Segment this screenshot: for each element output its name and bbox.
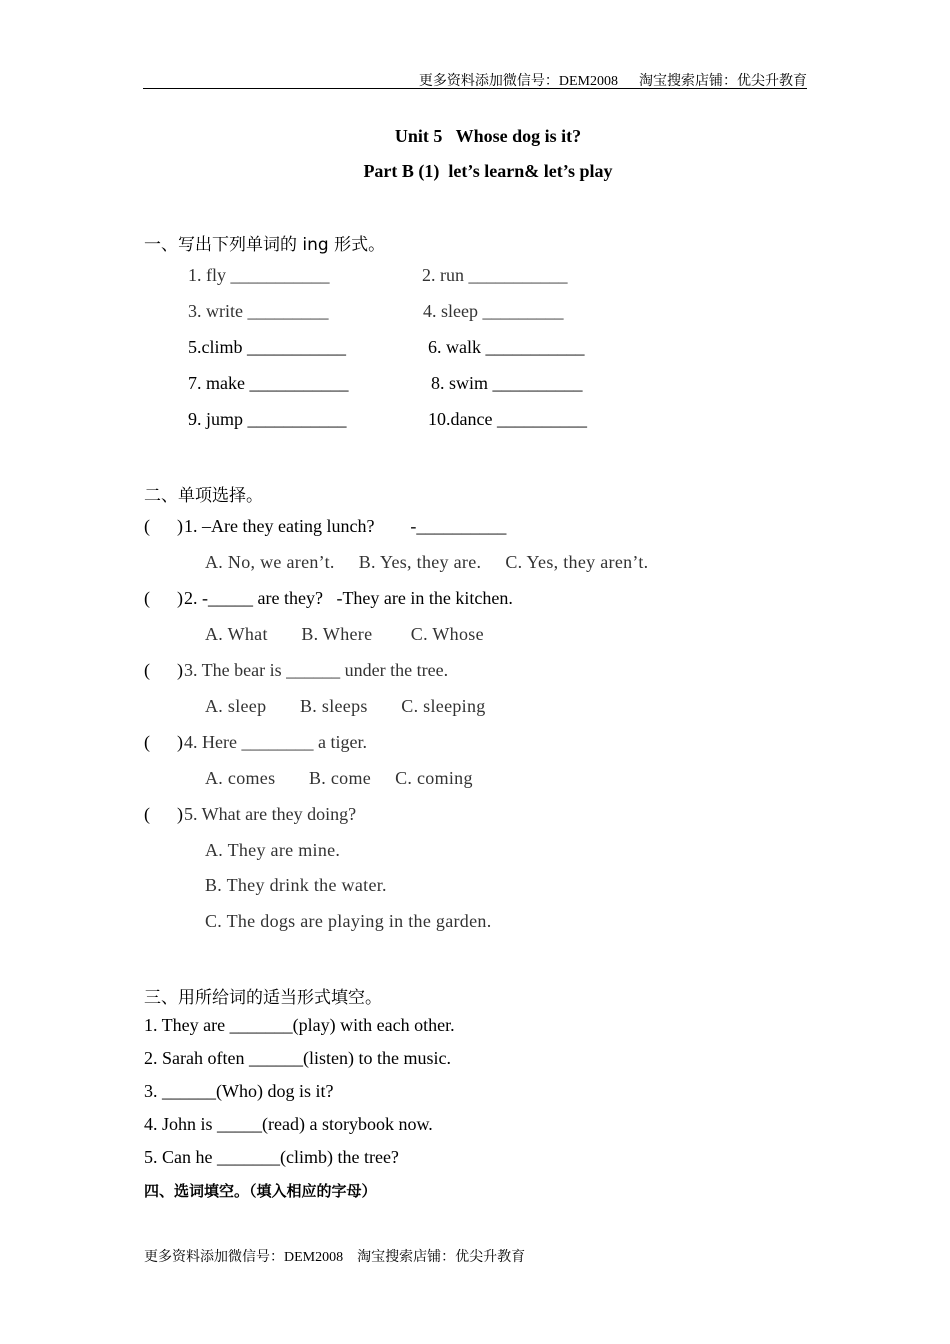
answer-paren-1: ( ) <box>144 516 183 536</box>
question-3-options: A. sleep B. sleeps C. sleeping <box>205 696 486 716</box>
s1-item-4: 4. sleep _________ <box>423 301 564 321</box>
s3-item-1: 1. They are _______(play) with each other. <box>144 1015 455 1035</box>
answer-paren-3: ( ) <box>144 660 183 680</box>
page-header: 更多资料添加微信号：DEM2008 淘宝搜索店铺：优尖升教育 <box>418 74 807 89</box>
question-2-options: A. What B. Where C. Whose <box>205 624 484 644</box>
unit-title: Unit 5 Whose dog is it? <box>394 126 582 146</box>
s1-item-3: 3. write _________ <box>188 301 329 321</box>
question-1-options: A. No, we aren’t. B. Yes, they are. C. Yes, they aren’t. <box>205 552 649 572</box>
question-4-options: A. comes B. come C. coming <box>205 768 473 788</box>
answer-paren-2: ( ) <box>144 588 183 608</box>
question-5-option-b: B. They drink the water. <box>205 875 387 895</box>
question-5-option-c: C. The dogs are playing in the garden. <box>205 911 492 931</box>
s3-item-4: 4. John is _____(read) a storybook now. <box>144 1114 433 1134</box>
question-2: 2. -_____ are they? -They are in the kitchen. <box>184 588 513 608</box>
question-3: 3. The bear is ______ under the tree. <box>184 660 449 680</box>
s3-item-2: 2. Sarah often ______(listen) to the music. <box>144 1048 451 1068</box>
s1-item-8: 8. swim __________ <box>431 373 583 393</box>
s1-item-1: 1. fly ___________ <box>188 265 330 285</box>
question-4: 4. Here ________ a tiger. <box>184 732 367 752</box>
s1-item-10: 10.dance __________ <box>428 409 587 429</box>
s1-item-2: 2. run ___________ <box>422 265 568 285</box>
section2-heading: 二、单项选择。 <box>144 486 263 506</box>
answer-paren-5: ( ) <box>144 804 183 824</box>
page-footer: 更多资料添加微信号：DEM2008 淘宝搜索店铺：优尖升教育 <box>144 1250 526 1265</box>
section4-heading: 四、选词填空。（填入相应的字母） <box>144 1182 377 1200</box>
s1-item-7: 7. make ___________ <box>188 373 349 393</box>
question-5-option-a: A. They are mine. <box>205 840 341 860</box>
section1-heading: 一、写出下列单词的 ing 形式。 <box>144 235 386 255</box>
part-title: Part B (1) let’s learn& let’s play <box>363 161 613 181</box>
section3-heading: 三、用所给词的适当形式填空。 <box>144 988 382 1008</box>
s1-item-5: 5.climb ___________ <box>188 337 346 357</box>
header-rule <box>143 88 807 89</box>
s1-item-6: 6. walk ___________ <box>428 337 585 357</box>
s1-item-9: 9. jump ___________ <box>188 409 347 429</box>
s3-item-3: 3. ______(Who) dog is it? <box>144 1081 334 1101</box>
s3-item-5: 5. Can he _______(climb) the tree? <box>144 1147 399 1167</box>
answer-paren-4: ( ) <box>144 732 183 752</box>
question-1: 1. –Are they eating lunch? -__________ <box>184 516 507 536</box>
question-5: 5. What are they doing? <box>184 804 357 824</box>
